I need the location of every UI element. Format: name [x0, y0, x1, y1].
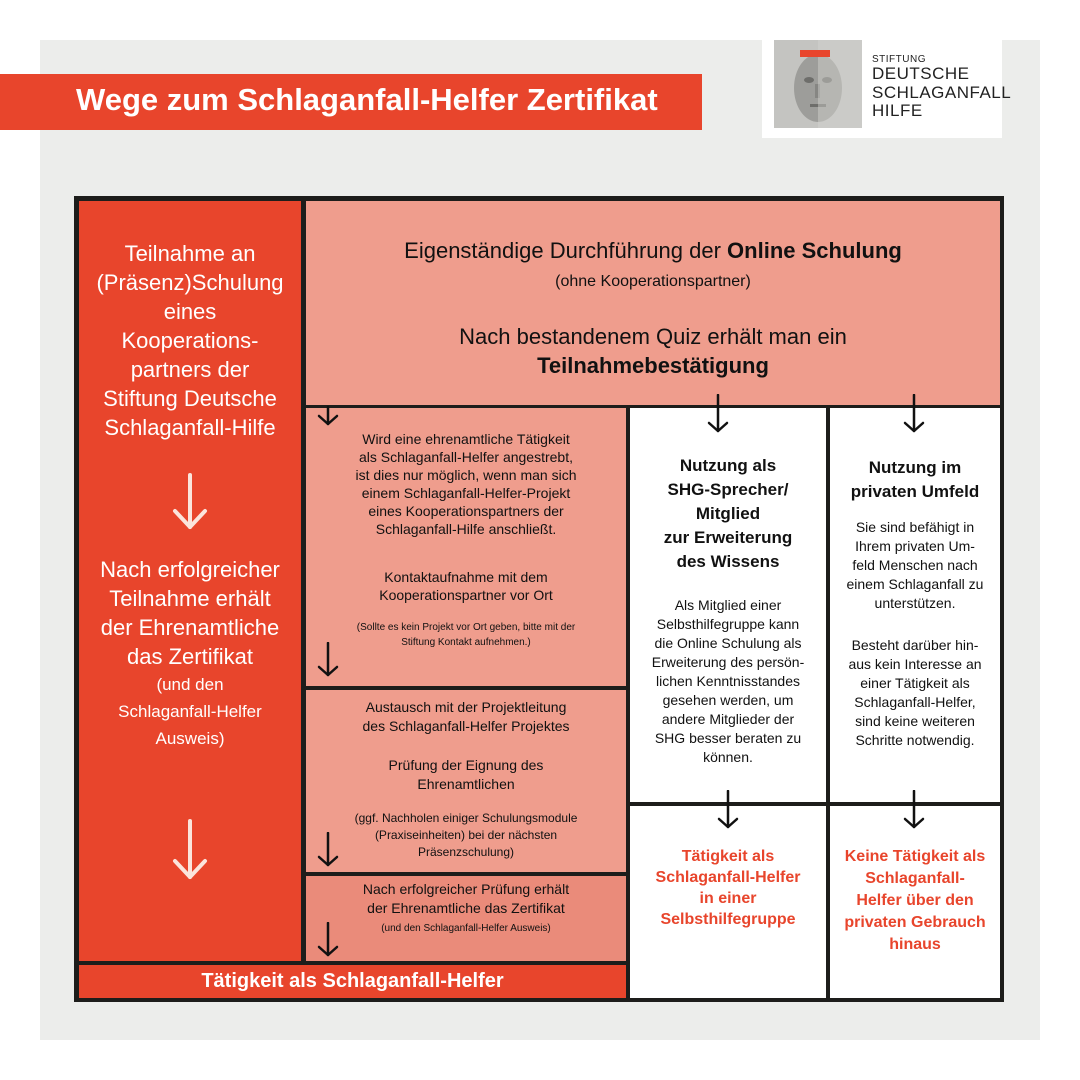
contact-partner-box: Wird eine ehrenamtliche Tätigkeit als Schlaganfall-Helfer angestrebt, ist dies nur möglich, wenn man sich einem Schlaganfall-Helfer-Projekt eines Kooperationspartners der Schlaganfall-Hilfe anschließt. Kontaktaufnahme mit dem Kooperationspartner vor Ort (Sollte es kein Projekt vor Ort geben, bitte mit der Stiftung Kontakt aufnehmen.)	[306, 408, 626, 686]
certificate-box: Nach erfolgreicher Prüfung erhält der Ehrenamtliche das Zertifikat (und den Schlaganfall-Helfer Ausweis)	[306, 876, 626, 961]
page-title: Wege zum Schlaganfall-Helfer Zertifikat	[76, 82, 658, 117]
helper-activity-bar: Tätigkeit als Schlaganfall-Helfer	[79, 965, 626, 998]
left-top-text: Teilnahme an (Präsenz)Schulung eines Kooperations- partners der Stiftung Deutsche Schlaganfall-Hilfe	[96, 241, 284, 440]
left-mid-text: Nach erfolgreicher Teilnahme erhält der Ehrenamtliche das Zertifikat	[100, 557, 280, 669]
arrow-down-icon	[316, 642, 340, 678]
arrow-down-icon	[716, 790, 740, 830]
left-small-text: (und den Schlaganfall-Helfer Ausweis)	[118, 675, 262, 748]
logo-text: STIFTUNG DEUTSCHE SCHLAGANFALL HILFE	[872, 54, 1012, 121]
arrow-down-icon	[902, 790, 926, 830]
no-activity-result-box: Keine Tätigkeit als Schlaganfall- Helfer über den privaten Gebrauch hinaus	[830, 806, 1000, 998]
presence-training-path	[79, 201, 301, 961]
arrow-down-icon	[172, 819, 208, 881]
arrow-down-icon	[172, 473, 208, 531]
arrow-down-icon	[706, 394, 730, 434]
shg-helper-result-box: Tätigkeit als Schlaganfall-Helfer in einer Selbsthilfegruppe	[630, 806, 826, 998]
arrow-down-icon	[316, 832, 340, 868]
private-usage-box: Nutzung im privaten Umfeld Sie sind befähigt in Ihrem privaten Um- feld Menschen nach einem Schlaganfall zu unterstützen. Besteht darüber hin- aus kein Interesse an einer Tätigkeit als Schlaganfall-Helfer, sind keine weiteren Schritte notwendig.	[830, 408, 1000, 802]
foundation-logo	[762, 40, 1012, 138]
project-exchange-box: Austausch mit der Projektleitung des Schlaganfall-Helfer Projektes Prüfung der Eignung des Ehrenamtlichen (ggf. Nachholen einiger Schulungsmodule (Praxiseinheiten) bei der nächsten Präsenzschulung)	[306, 690, 626, 872]
shg-usage-box: Nutzung als SHG-Sprecher/ Mitglied zur Erweiterung des Wissens Als Mitglied einer Selbsthilfegruppe kann die Online Schulung als Erweiterung des persön- lichen Kenntnisstandes gesehen werden, um andere Mitglieder der SHG besser beraten zu können.	[630, 408, 826, 802]
online-training-box: Eigenständige Durchführung der Online Schulung (ohne Kooperationspartner) Nach bestandenem Quiz erhält man ein Teilnahmebestätigung	[306, 201, 1000, 405]
arrow-down-icon	[316, 922, 340, 958]
arrow-down-icon	[902, 394, 926, 434]
arrow-down-icon	[316, 406, 340, 426]
logo-face-image	[774, 40, 862, 128]
